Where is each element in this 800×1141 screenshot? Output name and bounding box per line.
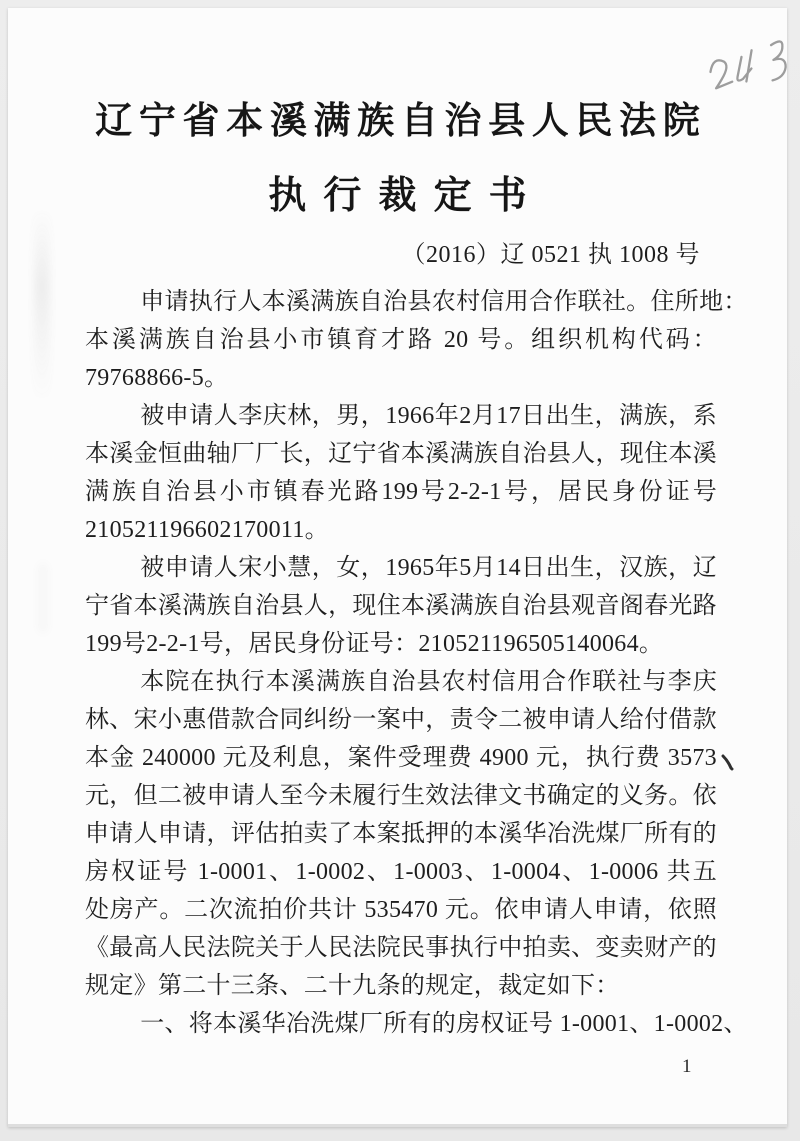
text-line: 申请人申请，评估拍卖了本案抵押的本溪华冶洗煤厂所有的 [85,821,717,847]
page-bottom-edge [8,1124,787,1127]
text-line: 规定》第二十三条、二十九条的规定，裁定如下： [85,973,620,999]
text-line: 房权证号 1-0001、1-0002、1-0003、1-0004、1-0006 共五 [85,859,717,885]
paragraph [85,283,748,397]
paragraph [85,397,717,549]
court-name: 辽宁省本溪满族自治县人民法院 [95,100,707,141]
paragraph [85,549,717,663]
text-line: 申请执行人本溪满族自治县农村信用合作联社。住所地： [140,289,748,315]
scanned-page [8,8,787,1127]
document-body [85,283,748,1043]
text-line: 林、宋小惠借款合同纠纷一案中，责令二被申请人给付借款 [85,707,717,733]
case-number: （2016）辽 0521 执 1008 号 [401,242,700,268]
text-line: 210521196602170011。 [85,517,329,543]
scan-smudge [34,208,50,403]
text-line: 宁省本溪满族自治县人，现住本溪满族自治县观音阁春光路 [85,593,717,619]
text-line: 被申请人宋小慧，女，1965年5月14日出生，汉族，辽 [140,555,717,581]
pencil-tick-mark [720,754,736,772]
text-line: 元，但二被申请人至今未履行生效法律文书确定的义务。依 [85,783,717,809]
document-title: 执行裁定书 [268,175,544,217]
text-line: 本院在执行本溪满族自治县农村信用合作联社与李庆 [140,669,717,695]
text-line: 本金 240000 元及利息，案件受理费 4900 元，执行费 3573 [85,745,717,771]
text-line: 本溪满族自治县小市镇育才路 20 号。组织机构代码： [85,327,717,353]
text-line: 《最高人民法院关于人民法院民事执行中拍卖、变卖财产的 [85,935,717,961]
text-line: 本溪金恒曲轴厂厂长，辽宁省本溪满族自治县人，现住本溪 [85,441,717,467]
text-line: 满族自治县小市镇春光路199号2-2-1号，居民身份证号 [85,479,717,505]
text-line: 一、将本溪华冶洗煤厂所有的房权证号 1-0001、1-0002、 [140,1011,748,1037]
paragraph [85,1005,748,1043]
scan-smudge [38,563,48,633]
text-line: 被申请人李庆林，男，1966年2月17日出生，满族，系 [140,403,717,429]
text-line: 199号2-2-1号，居民身份证号：210521196505140064。 [85,631,664,657]
page-number: 1 [682,1056,692,1077]
text-line: 处房产。二次流拍价共计 535470 元。依申请人申请，依照 [85,897,717,923]
paragraph [85,663,717,1005]
text-line: 79768866-5。 [85,365,229,391]
